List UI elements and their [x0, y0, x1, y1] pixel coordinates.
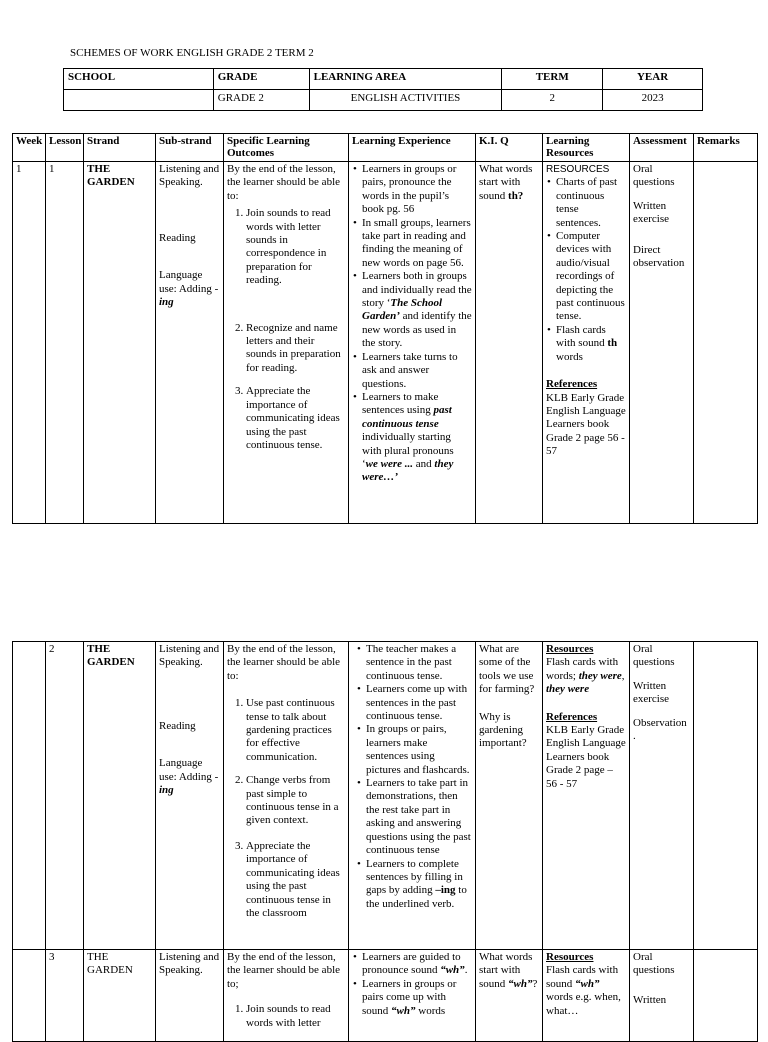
outcomes-intro: By the end of the lesson, the learner should be able to: [227, 163, 341, 202]
assessment-cell [630, 642, 694, 950]
outcomes-list [227, 697, 345, 920]
list-item: • Learners are guided to pronounce sound “wh”. [362, 951, 472, 978]
substrand-language-use: Language use: Adding - ing [159, 269, 219, 309]
learning-outcomes-cell [224, 642, 349, 950]
learning-resources-cell [543, 642, 630, 950]
header-learning-resources: Learning Resources [543, 134, 630, 162]
learning-experience-cell [349, 642, 476, 950]
list-item: • The teacher makes a sentence in the past continuous tense. [366, 643, 472, 683]
list-item: • Learners in groups or pairs, pronounce the words in the pupil’s book pg. 56 [362, 163, 472, 217]
list-item: • Learners to make sentences using past continuous tense individually starting with plural pronouns ‘we were ... and they were…’ [362, 391, 472, 485]
list-item: 2. Change verbs from past simple to continuous tense in a given context. [246, 774, 345, 828]
header-learning-experience: Learning Experience [349, 134, 476, 162]
list-item: • Learners take turns to ask and answer questions. [362, 351, 472, 391]
list-item: • Learners both in groups and individually read the story ‘The School Garden’ and identify the new words as used in the story. [362, 270, 472, 350]
references-text: KLB Early Grade English Language Learners book Grade 2 page 56 - 57 [546, 391, 626, 458]
resources-text: Flash cards with sound “wh” words e.g. when, what… [546, 964, 621, 1017]
assessment-item: Observation . [633, 716, 687, 743]
lesson-cell: 3 [46, 950, 84, 1042]
resources-text: Flash cards with words; they were, they were [546, 656, 625, 696]
info-grade-value: GRADE 2 [213, 90, 309, 111]
outcomes-intro: By the end of the lesson, the learner should be able to; [227, 951, 341, 990]
header-remarks: Remarks [694, 134, 758, 162]
list-item: 1. Join sounds to read words with letter [246, 1003, 345, 1030]
learning-outcomes-cell [224, 162, 349, 524]
experience-list [352, 951, 472, 1018]
assessment-item: Written exercise [633, 199, 670, 226]
header-substrand: Sub-strand [156, 134, 224, 162]
info-header-year: YEAR [603, 69, 703, 90]
list-item: • Flash cards with sound th words [556, 324, 626, 364]
assessment-item: Oral questions [633, 643, 675, 669]
info-header-learning-area: LEARNING AREA [309, 69, 502, 90]
kiq-cell: What words start with sound th? [476, 162, 543, 524]
list-item: 1. Use past continuous tense to talk about gardening practices for effective communication. [246, 697, 345, 764]
substrand-language-use: Language use: Adding - ing [159, 757, 219, 797]
kiq-cell [476, 642, 543, 950]
list-item: 3. Appreciate the importance of communicating ideas using the past continuous tense. [246, 385, 345, 452]
strand-cell: THE GARDEN [84, 950, 156, 1042]
learning-resources-cell [543, 950, 630, 1042]
table-row [13, 950, 758, 1042]
schedule-table-1 [12, 133, 758, 524]
assessment-item: Written [633, 993, 667, 1006]
info-value-row [64, 90, 703, 111]
experience-list [352, 163, 472, 485]
list-item: • In small groups, learners take part in reading and finding the meaning of new words on page 56. [362, 217, 472, 271]
substrand-cell [156, 162, 224, 524]
kiq-question: What are some of the tools we use for farming? [479, 643, 535, 696]
learning-outcomes-cell [224, 950, 349, 1042]
kiq-cell: What words start with sound “wh”? [476, 950, 543, 1042]
assessment-cell [630, 950, 694, 1042]
remarks-cell [694, 950, 758, 1042]
header-assessment: Assessment [630, 134, 694, 162]
header-week: Week [13, 134, 46, 162]
info-year-value: 2023 [603, 90, 703, 111]
resources-title: Resources [546, 643, 594, 655]
week-cell [13, 642, 46, 950]
list-item: • Learners to complete sentences by filling in gaps by adding –ing to the underlined verb. [366, 858, 472, 912]
remarks-cell [694, 162, 758, 524]
list-item: 2. Recognize and name letters and their sounds in preparation for reading. [246, 322, 345, 376]
assessment-item: Oral questions [633, 951, 675, 977]
kiq-question: Why is gardening important? [479, 710, 527, 750]
week-cell [13, 950, 46, 1042]
schedule-table-2 [12, 641, 758, 1042]
info-header-term: TERM [502, 69, 603, 90]
references-title: References [546, 710, 598, 723]
resources-list [546, 176, 626, 364]
header-strand: Strand [84, 134, 156, 162]
outcomes-list [227, 1003, 345, 1030]
assessment-item: Oral questions [633, 163, 675, 189]
learning-experience-cell [349, 950, 476, 1042]
resources-title: RESOURCES [546, 164, 610, 175]
learning-resources-cell [543, 162, 630, 524]
list-item: 1. Join sounds to read words with letter sounds in correspondence in preparation for reading. [246, 207, 345, 287]
outcomes-list [227, 207, 345, 452]
list-item: • Computer devices with audio/visual recordings of depicting the past continuous tense. [556, 230, 626, 324]
info-term-value: 2 [502, 90, 603, 111]
references-title: References [546, 378, 598, 391]
schedule-header-row [13, 134, 758, 162]
list-item: 3. Appreciate the importance of communicating ideas using the past continuous tense in the classroom [246, 840, 345, 920]
references-text: KLB Early Grade English Language Learners book Grade 2 page – 56 - 57 [546, 724, 626, 790]
document-title: SCHEMES OF WORK ENGLISH GRADE 2 TERM 2 [70, 47, 314, 59]
info-header-row [64, 69, 703, 90]
list-item: • Learners to take part in demonstrations, then the rest take part in asking and answering questions using the past continuous tense [366, 777, 472, 857]
assessment-cell [630, 162, 694, 524]
info-school-value [64, 90, 214, 111]
assessment-item: Written exercise [633, 679, 670, 706]
header-kiq: K.I. Q [476, 134, 543, 162]
table-row [13, 162, 758, 524]
info-learning-area-value: ENGLISH ACTIVITIES [309, 90, 502, 111]
list-item: • In groups or pairs, learners make sentences using pictures and flashcards. [366, 723, 472, 777]
header-lesson: Lesson [46, 134, 84, 162]
list-item: • Charts of past continuous tense sentences. [556, 176, 626, 230]
learning-experience-cell [349, 162, 476, 524]
substrand-cell [156, 642, 224, 950]
table-row [13, 642, 758, 950]
info-header-grade: GRADE [213, 69, 309, 90]
lesson-cell: 2 [46, 642, 84, 950]
lesson-cell: 1 [46, 162, 84, 524]
substrand-listening: Listening and Speaking. [159, 163, 220, 189]
substrand-listening: Listening and Speaking. [159, 951, 220, 977]
outcomes-intro: By the end of the lesson, the learner should be able to: [227, 643, 341, 682]
substrand-listening: Listening and Speaking. [159, 643, 220, 669]
strand-cell: THE GARDEN [84, 162, 156, 524]
info-table [63, 68, 703, 111]
substrand-reading: Reading [159, 719, 196, 732]
strand-cell: THE GARDEN [84, 642, 156, 950]
resources-title: Resources [546, 951, 594, 963]
experience-list [352, 643, 472, 911]
remarks-cell [694, 642, 758, 950]
assessment-item: Direct observation [633, 243, 685, 270]
substrand-cell [156, 950, 224, 1042]
info-header-school: SCHOOL [64, 69, 214, 90]
header-learning-outcomes: Specific Learning Outcomes [224, 134, 349, 162]
list-item: • Learners in groups or pairs come up with sound “wh” words [362, 978, 472, 1018]
week-cell: 1 [13, 162, 46, 524]
list-item: • Learners come up with sentences in the past continuous tense. [366, 683, 472, 723]
substrand-reading: Reading [159, 231, 196, 244]
